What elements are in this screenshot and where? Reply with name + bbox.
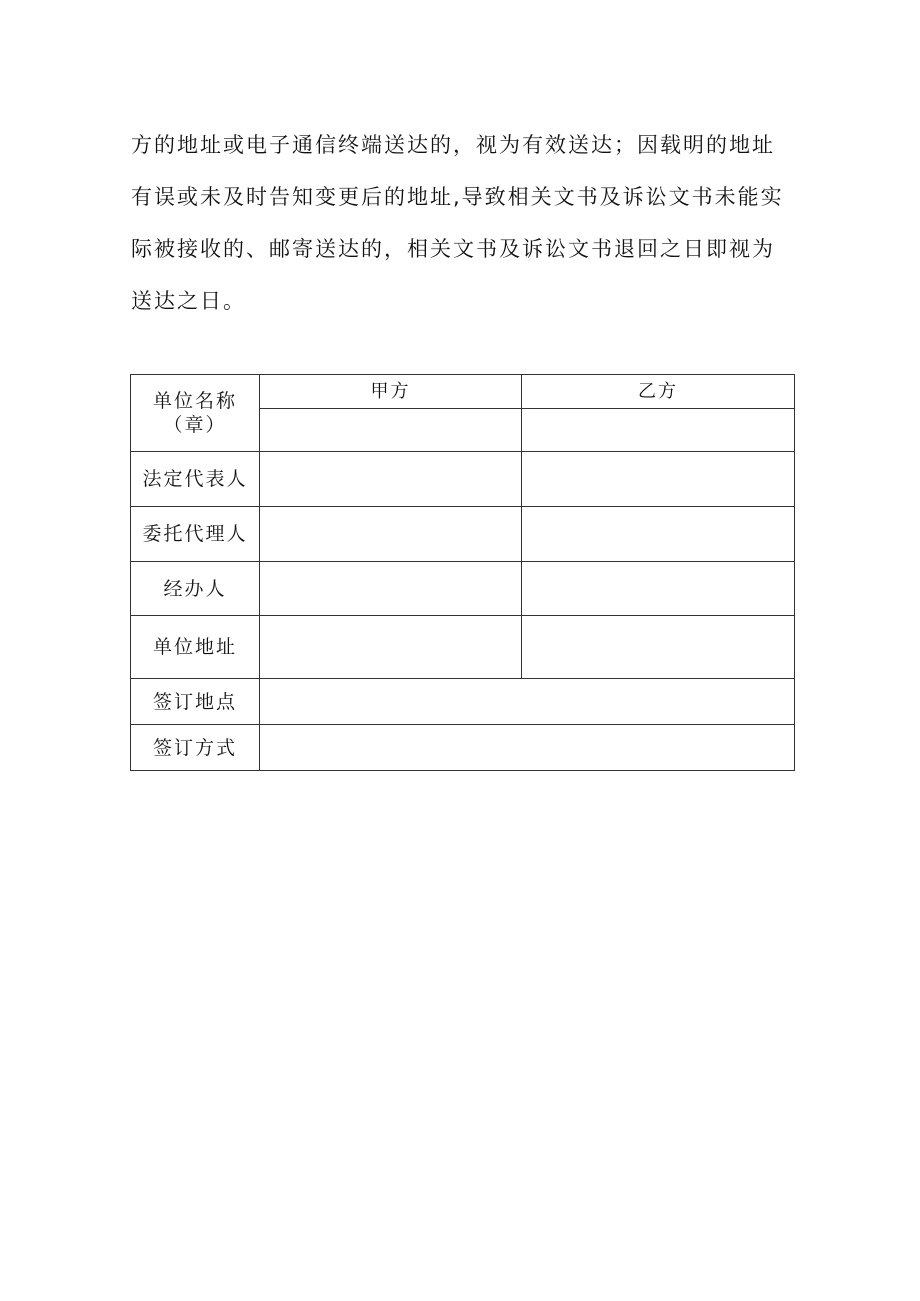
seal-label: （章） — [163, 414, 227, 436]
signing-method-label: 签订方式 — [131, 725, 260, 771]
party-a-unit-name-field[interactable] — [260, 409, 522, 452]
signing-method-field[interactable] — [260, 725, 795, 771]
unit-name-label-cell — [131, 375, 260, 452]
party-b-legal-representative-field[interactable] — [522, 452, 795, 507]
signing-place-label: 签订地点 — [131, 679, 260, 725]
paragraph-line: 际被接收的、邮寄送达的，相关文书及诉讼文书退回之日即视为 — [131, 237, 775, 261]
party-a-unit-address-field[interactable] — [260, 616, 522, 679]
party-a-header: 甲方 — [260, 375, 522, 409]
paragraph-line: 有误或未及时告知变更后的地址,导致相关文书及诉讼文书未能实 — [131, 185, 784, 209]
signing-place-field[interactable] — [260, 679, 795, 725]
party-a-authorized-agent-field[interactable] — [260, 507, 522, 562]
paragraph-line: 送达之日。 — [131, 289, 246, 313]
unit-address-label: 单位地址 — [131, 616, 260, 679]
party-b-authorized-agent-field[interactable] — [522, 507, 795, 562]
unit-name-label: 单位名称 — [152, 390, 237, 412]
party-a-handler-field[interactable] — [260, 562, 522, 616]
party-a-legal-representative-field[interactable] — [260, 452, 522, 507]
paragraph-line: 方的地址或电子通信终端送达的，视为有效送达；因载明的地址 — [131, 133, 775, 157]
party-b-handler-field[interactable] — [522, 562, 795, 616]
party-b-unit-name-field[interactable] — [522, 409, 795, 452]
authorized-agent-label: 委托代理人 — [131, 507, 260, 562]
handler-label: 经办人 — [131, 562, 260, 616]
service-clause-paragraph — [131, 124, 796, 332]
legal-representative-label: 法定代表人 — [131, 452, 260, 507]
party-b-header: 乙方 — [522, 375, 795, 409]
signature-table — [130, 374, 795, 771]
party-b-unit-address-field[interactable] — [522, 616, 795, 679]
